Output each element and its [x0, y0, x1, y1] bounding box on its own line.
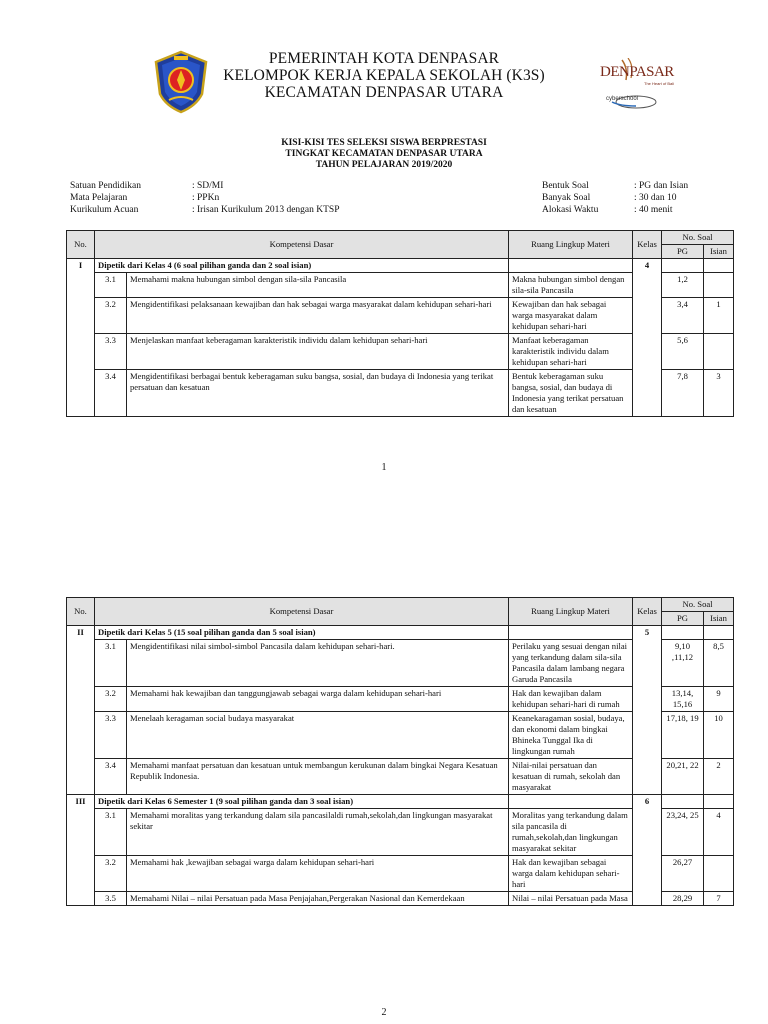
page-1 [0, 0, 768, 490]
kd-number: 3.2 [95, 856, 127, 892]
kd-number: 3.4 [95, 759, 127, 795]
no-soal-pg: 3,4 [662, 298, 704, 334]
info-row [70, 180, 340, 192]
section-pg-cell [662, 259, 704, 273]
ruang-lingkup-materi: Bentuk keberagaman suku bangsa, sosial, dan budaya di Indonesia yang terikat persatuan dan kesatuan [509, 370, 633, 417]
no-soal-isian: 2 [704, 759, 734, 795]
info-left-block [70, 180, 340, 216]
ruang-lingkup-materi: Hak dan kewajiban sebagai warga dalam kehidupan sehari-hari [509, 856, 633, 892]
info-key: Kurikulum Acuan [70, 205, 139, 215]
no-soal-pg: 17,18, 19 [662, 712, 704, 759]
section-row [67, 795, 734, 809]
ruang-lingkup-materi: Nilai – nilai Persatuan pada Masa [509, 892, 633, 906]
header-ruang-lingkup: Ruang Lingkup Materi [509, 231, 633, 259]
no-soal-isian: 3 [704, 370, 734, 417]
info-row [542, 204, 688, 216]
header-pg: PG [662, 612, 704, 626]
kd-number: 3.2 [95, 298, 127, 334]
section-title: Dipetik dari Kelas 5 (15 soal pilihan ganda dan 5 soal isian) [95, 626, 509, 640]
kompetensi-dasar: Memahami Nilai – nilai Persatuan pada Masa Penjajahan,Pergerakan Nasional dan Kemerdekaan [127, 892, 509, 906]
kd-number: 3.2 [95, 687, 127, 712]
ruang-lingkup-materi: Moralitas yang terkandung dalam sila pancasila di rumah,sekolah,dan lingkungan masyarakat sekitar [509, 809, 633, 856]
info-key: Bentuk Soal [542, 181, 589, 191]
kompetensi-dasar: Mengidentifikasi nilai simbol-simbol Pancasila dalam kehidupan sehari-hari. [127, 640, 509, 687]
kd-number: 3.4 [95, 370, 127, 417]
header-kelas: Kelas [633, 231, 662, 259]
kd-number: 3.1 [95, 640, 127, 687]
header-ruang-lingkup: Ruang Lingkup Materi [509, 598, 633, 626]
no-soal-isian: 8,5 [704, 640, 734, 687]
info-value: : PPKn [192, 193, 220, 203]
no-soal-isian: 7 [704, 892, 734, 906]
section-isian-cell [704, 626, 734, 640]
section-isian-cell [704, 259, 734, 273]
header-kompetensi-dasar: Kompetensi Dasar [95, 231, 509, 259]
section-number: I [67, 259, 95, 417]
no-soal-pg: 26,27 [662, 856, 704, 892]
header-no: No. [67, 231, 95, 259]
info-row [542, 180, 688, 192]
section-rlm-cell [509, 259, 633, 273]
page-number: 1 [381, 462, 387, 473]
kompetensi-dasar: Memahami hak kewajiban dan tanggungjawab sebagai warga dalam kehidupan sehari-hari [127, 687, 509, 712]
no-soal-pg: 9,10 ,11,12 [662, 640, 704, 687]
no-soal-isian [704, 273, 734, 298]
ruang-lingkup-materi: Kewajiban dan hak sebagai warga masyarakat dalam kehidupan sehari-hari [509, 298, 633, 334]
kompetensi-dasar: Memahami makna hubungan simbol dengan sila-sila Pancasila [127, 273, 509, 298]
no-soal-isian: 10 [704, 712, 734, 759]
header-isian: Isian [704, 245, 734, 259]
info-value: : 40 menit [634, 205, 673, 215]
info-key: Alokasi Waktu [542, 205, 599, 215]
header-isian: Isian [704, 612, 734, 626]
kd-number: 3.5 [95, 892, 127, 906]
kompetensi-dasar: Memahami manfaat persatuan dan kesatuan untuk membangun kerukunan dalam bingkai Negara Kesatuan Republik Indonesia. [127, 759, 509, 795]
no-soal-pg: 20,21, 22 [662, 759, 704, 795]
section-rlm-cell [509, 626, 633, 640]
kisi-kisi-table-2 [66, 597, 734, 906]
cyberschool-label: cyberschool [606, 96, 639, 102]
no-soal-pg: 7,8 [662, 370, 704, 417]
kompetensi-dasar: Memahami moralitas yang terkandung dalam sila pancasilaldi rumah,sekolah,dan lingkungan masyarakat sekitar [127, 809, 509, 856]
document-title-line-2: TINGKAT KECAMATAN DENPASAR UTARA [285, 149, 483, 159]
no-soal-isian: 1 [704, 298, 734, 334]
kd-number: 3.1 [95, 809, 127, 856]
section-kelas: 6 [633, 795, 662, 906]
no-soal-pg: 23,24, 25 [662, 809, 704, 856]
section-row [67, 626, 734, 640]
no-soal-pg: 13,14, 15,16 [662, 687, 704, 712]
document-title-line-3: TAHUN PELAJARAN 2019/2020 [315, 160, 453, 170]
no-soal-pg: 5,6 [662, 334, 704, 370]
info-row [542, 192, 688, 204]
no-soal-pg: 1,2 [662, 273, 704, 298]
info-key: Banyak Soal [542, 193, 591, 203]
kisi-kisi-table-1 [66, 230, 734, 417]
letterhead-line-1: PEMERINTAH KOTA DENPASAR [268, 50, 500, 67]
denpasar-logo-text: DENPASAR [600, 64, 674, 80]
info-value: : PG dan Isian [634, 181, 689, 191]
section-number: II [67, 626, 95, 795]
kompetensi-dasar: Mengidentifikasi pelaksanaan kewajiban dan hak sebagai warga masyarakat dalam kehidupan sehari-hari [127, 298, 509, 334]
kompetensi-dasar: Menjelaskan manfaat keberagaman karakteristik individu dalam kehidupan sehari-hari [127, 334, 509, 370]
header-no-soal: No. Soal [662, 598, 734, 612]
kd-number: 3.1 [95, 273, 127, 298]
section-kelas: 5 [633, 626, 662, 795]
info-value: : Irisan Kurikulum 2013 dengan KTSP [192, 205, 340, 215]
no-soal-isian: 4 [704, 809, 734, 856]
header-kelas: Kelas [633, 598, 662, 626]
kd-number: 3.3 [95, 712, 127, 759]
header-pg: PG [662, 245, 704, 259]
section-number: III [67, 795, 95, 906]
header-no: No. [67, 598, 95, 626]
no-soal-isian: 9 [704, 687, 734, 712]
section-rlm-cell [509, 795, 633, 809]
ruang-lingkup-materi: Nilai-nilai persatuan dan kesatuan di rumah, sekolah dan masyarakat [509, 759, 633, 795]
header-no-soal: No. Soal [662, 231, 734, 245]
document-title [0, 138, 768, 171]
info-row [70, 204, 340, 216]
kompetensi-dasar: Menelaah keragaman social budaya masyarakat [127, 712, 509, 759]
ruang-lingkup-materi: Manfaat keberagaman karakteristik individu dalam kehidupan sehari-hari [509, 334, 633, 370]
no-soal-isian [704, 856, 734, 892]
denpasar-logo-subtext: The Heart of Bali [644, 81, 675, 86]
section-pg-cell [662, 795, 704, 809]
letterhead-line-2: KELOMPOK KERJA KEPALA SEKOLAH (K3S) [223, 67, 545, 84]
kompetensi-dasar: Memahami hak ,kewajiban sebagai warga dalam kehidupan sehari-hari [127, 856, 509, 892]
info-value: : 30 dan 10 [634, 193, 677, 203]
section-kelas: 4 [633, 259, 662, 417]
letterhead-line-3: KECAMATAN DENPASAR UTARA [264, 84, 504, 101]
kd-number: 3.3 [95, 334, 127, 370]
info-right-block [542, 180, 688, 216]
ruang-lingkup-materi: Keanekaragaman sosial, budaya, dan ekonomi dalam bingkai Bhineka Tunggal Ika di lingkungan rumah [509, 712, 633, 759]
section-pg-cell [662, 626, 704, 640]
ruang-lingkup-materi: Hak dan kewajiban dalam kehidupan sehari-hari di rumah [509, 687, 633, 712]
page-number: 2 [381, 1007, 387, 1018]
letterhead-text [0, 50, 768, 101]
page-2 [0, 590, 768, 1024]
no-soal-pg: 28,29 [662, 892, 704, 906]
ruang-lingkup-materi: Makna hubungan simbol dengan sila-sila Pancasila [509, 273, 633, 298]
no-soal-isian [704, 334, 734, 370]
info-key: Mata Pelajaran [70, 193, 128, 203]
section-isian-cell [704, 795, 734, 809]
ruang-lingkup-materi: Perilaku yang sesuai dengan nilai yang terkandung dalam sila-sila Pancasila dalam lambang negara Garuda Pancasila [509, 640, 633, 687]
info-row [70, 192, 340, 204]
section-title: Dipetik dari Kelas 4 (6 soal pilihan ganda dan 2 soal isian) [95, 259, 509, 273]
document-title-line-1: KISI-KISI TES SELEKSI SISWA BERPRESTASI [281, 138, 487, 148]
section-title: Dipetik dari Kelas 6 Semester 1 (9 soal pilihan ganda dan 3 soal isian) [95, 795, 509, 809]
info-value: : SD/MI [192, 181, 224, 191]
section-row [67, 259, 734, 273]
kompetensi-dasar: Mengidentifikasi berbagai bentuk keberagaman suku bangsa, sosial, dan budaya di Indonesia yang terikat persatuan dan kesatuan [127, 370, 509, 417]
header-kompetensi-dasar: Kompetensi Dasar [95, 598, 509, 626]
info-key: Satuan Pendidikan [70, 181, 141, 191]
